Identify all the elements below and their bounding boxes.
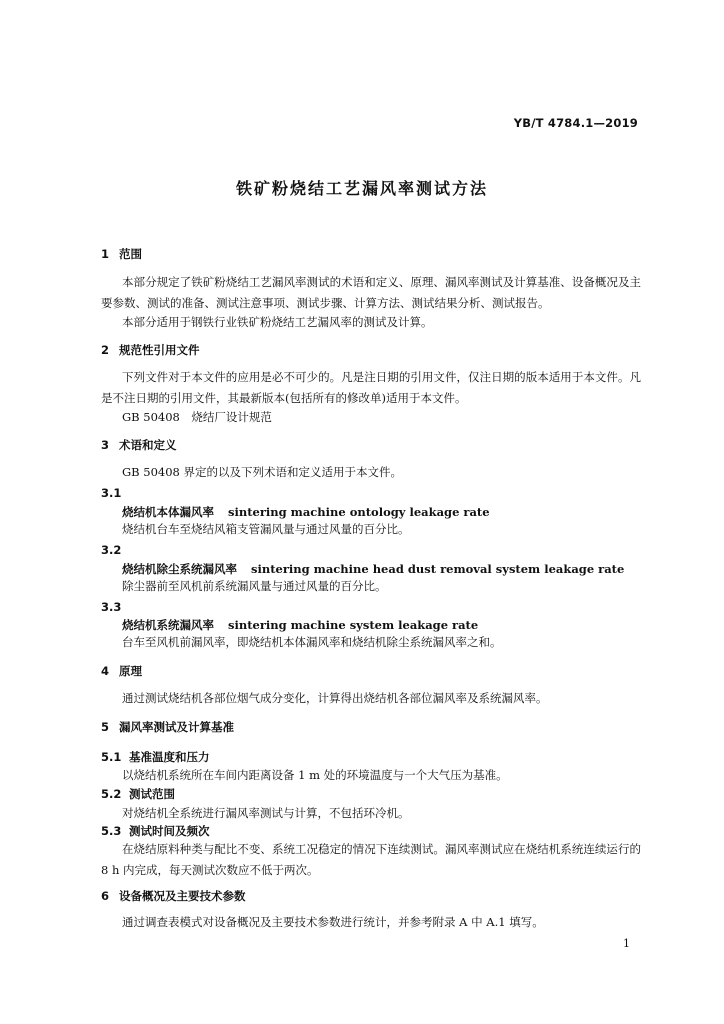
term-chinese: 烧结机系统漏风率 <box>122 618 214 632</box>
term-number: 3.3 <box>101 600 122 614</box>
term-english: sintering machine ontology leakage rate <box>228 505 490 519</box>
section-number: 6 <box>101 889 110 903</box>
term-definition: 烧结机台车至烧结风箱支管漏风量与通过风量的百分比。 <box>122 522 410 536</box>
section-5-heading <box>101 719 234 735</box>
term-chinese: 烧结机本体漏风率 <box>122 505 214 519</box>
section-6-heading <box>101 888 246 904</box>
term-number: 3.1 <box>101 486 122 500</box>
section-title: 规范性引用文件 <box>119 343 200 357</box>
subsection-title: 测试范围 <box>129 787 175 801</box>
section-2-heading <box>101 342 200 358</box>
section-4-paragraph-1: 通过测试烧结机各部位烟气成分变化，计算得出烧结机各部位漏风率及系统漏风率。 <box>122 691 548 705</box>
term-chinese: 烧结机除尘系统漏风率 <box>122 562 237 576</box>
section-number: 3 <box>101 438 110 452</box>
subsection-5-2-heading <box>101 786 175 802</box>
section-title: 漏风率测试及计算基准 <box>119 720 234 734</box>
subsection-5-1-heading <box>101 749 210 765</box>
section-1-paragraph-1: 本部分规定了铁矿粉烧结工艺漏风率测试的术语和定义、原理、漏风率测试及计算基准、设备概况及主要参数、测试的准备、测试注意事项、测试步骤、计算方法、测试结果分析、测试报告。 <box>101 275 641 310</box>
section-title: 术语和定义 <box>119 438 177 452</box>
term-english: sintering machine head dust removal system leakage rate <box>251 562 625 576</box>
subsection-number: 5.1 <box>101 750 122 764</box>
section-number: 5 <box>101 720 110 734</box>
subsection-5-3-heading <box>101 823 210 839</box>
term-english: sintering machine system leakage rate <box>228 618 479 632</box>
section-3-intro: GB 50408 界定的以及下列术语和定义适用于本文件。 <box>122 465 403 479</box>
term-3-2 <box>122 561 624 577</box>
subsection-5-3-text: 在烧结原料种类与配比不变、系统工况稳定的情况下连续测试。漏风率测试应在烧结机系统连续运行的 8 h 内完成，每天测试次数应不低于两次。 <box>101 842 641 877</box>
section-6-paragraph-1: 通过调查表模式对设备概况及主要技术参数进行统计，并参考附录 A 中 A.1 填写。 <box>122 915 544 929</box>
section-3-heading <box>101 437 177 453</box>
document-title: 铁矿粉烧结工艺漏风率测试方法 <box>235 179 488 198</box>
term-definition: 台车至风机前漏风率，即烧结机本体漏风率和烧结机除尘系统漏风率之和。 <box>122 635 502 649</box>
section-1-paragraph-2: 本部分适用于钢铁行业铁矿粉烧结工艺漏风率的测试及计算。 <box>122 315 433 329</box>
section-1-heading <box>101 246 142 262</box>
subsection-5-2-text: 对烧结机全系统进行漏风率测试与计算，不包括环冷机。 <box>122 806 410 820</box>
subsection-number: 5.3 <box>101 824 122 838</box>
subsection-number: 5.2 <box>101 787 122 801</box>
section-title: 范围 <box>119 247 142 261</box>
subsection-5-1-text: 以烧结机系统所在车间内距离设备 1 m 处的环境温度与一个大气压为基准。 <box>122 768 508 782</box>
term-3-3 <box>122 617 478 633</box>
term-3-1 <box>122 504 490 520</box>
subsection-title: 测试时间及频次 <box>129 824 210 838</box>
section-2-paragraph-1: 下列文件对于本文件的应用是必不可少的。凡是注日期的引用文件，仅注日期的版本适用于本文件。凡是不注日期的引用文件，其最新版本(包括所有的修改单)适用于本文件。 <box>101 370 641 405</box>
section-number: 4 <box>101 664 110 678</box>
section-4-heading <box>101 663 142 679</box>
section-title: 原理 <box>119 664 142 678</box>
term-definition: 除尘器前至风机前系统漏风量与通过风量的百分比。 <box>122 579 387 593</box>
subsection-title: 基准温度和压力 <box>129 750 210 764</box>
standard-number: YB/T 4784.1—2019 <box>513 116 638 130</box>
section-number: 1 <box>101 247 110 261</box>
normative-reference: GB 50408 烧结厂设计规范 <box>122 410 272 424</box>
section-title: 设备概况及主要技术参数 <box>119 889 246 903</box>
page-number: 1 <box>623 937 630 950</box>
section-number: 2 <box>101 343 110 357</box>
term-number: 3.2 <box>101 543 122 557</box>
